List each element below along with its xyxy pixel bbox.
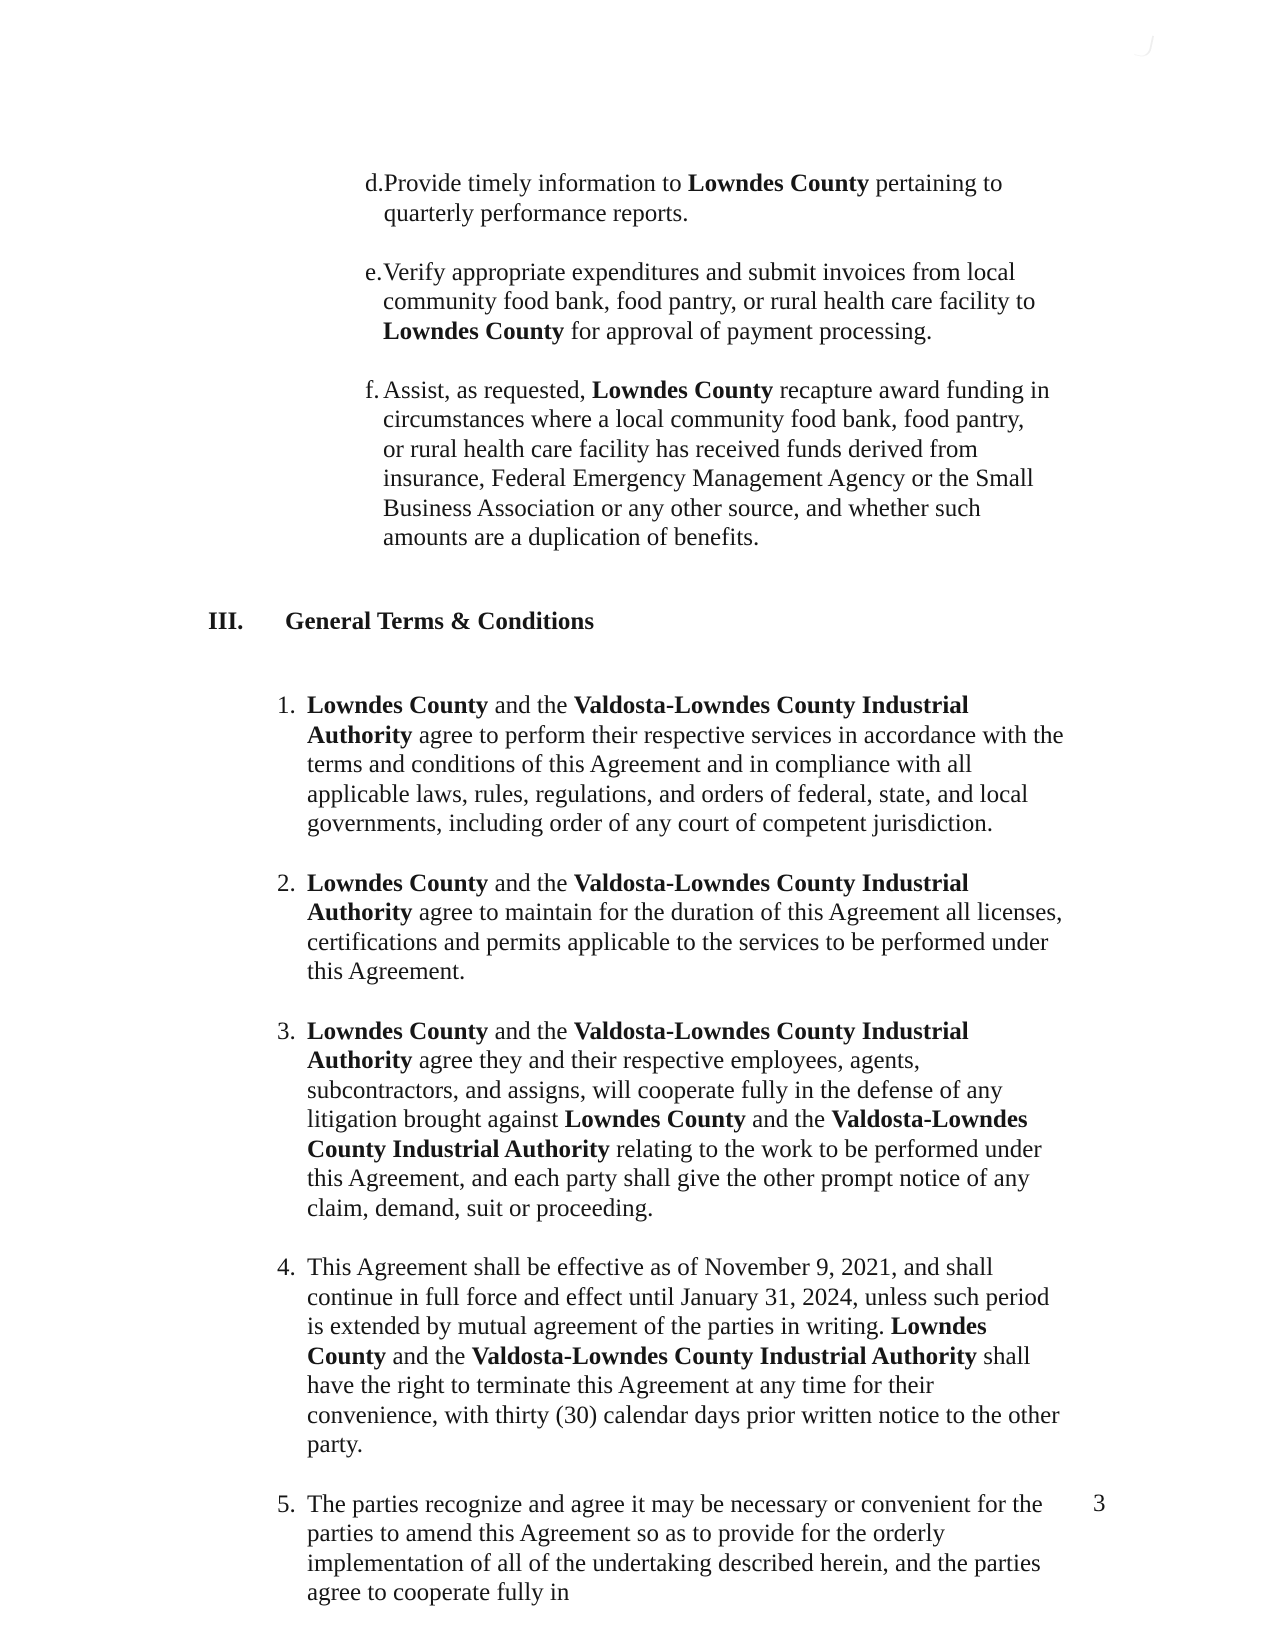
list-item-text: This Agreement shall be effective as of November 9, 2021, and shall continue in full force and effect until January 31, 2024, unless such period is extended by mutual agreement of the parties in writing. Lowndes County and the Valdosta-Lowndes County Industrial Authority shall have the right to terminate this Agreement at any time for their convenience, with thirty (30) calendar days prior written notice to the other party. (307, 1254, 1060, 1458)
list-item-label: f. (365, 376, 380, 404)
list-item (277, 869, 1275, 987)
list-item (277, 1017, 1275, 1224)
terms-list (0, 636, 1275, 1608)
page-number: 3 (1093, 1490, 1106, 1517)
list-item-label: 5. (277, 1490, 296, 1518)
list-item-text: Provide timely information to Lowndes County pertaining to quarterly performance reports. (383, 170, 1003, 227)
section-heading (208, 607, 1275, 637)
list-item-text: The parties recognize and agree it may be necessary or convenient for the parties to amend this Agreement so as to provide for the orderly implementation of all of the undertaking described herein, and the parties agree to cooperate fully in (307, 1490, 1043, 1606)
list-item-text: Lowndes County and the Valdosta-Lowndes County Industrial Authority agree to maintain for the duration of this Agreement all licenses, certifications and permits applicable to the services to be performed under this Agreement. (307, 869, 1063, 985)
list-item-label: 2. (277, 869, 296, 897)
list-item (277, 691, 1275, 839)
list-item (365, 376, 1275, 553)
list-item (277, 1253, 1275, 1460)
list-item (277, 1490, 1275, 1608)
list-item-label: e. (365, 258, 383, 286)
list-item-text: Lowndes County and the Valdosta-Lowndes County Industrial Authority agree they and their respective employees, agents, subcontractors, and assigns, will cooperate fully in the defense of any litigation brought against Lowndes County and the Valdosta-Lowndes County Industrial Authority relating to the work to be performed under this Agreement, and each party shall give the other prompt notice of any claim, demand, suit or proceeding. (307, 1017, 1042, 1222)
section-title: General Terms & Conditions (285, 607, 595, 635)
list-item-label: 4. (277, 1254, 296, 1281)
list-item-label: 3. (277, 1017, 296, 1045)
list-item-text: Lowndes County and the Valdosta-Lowndes County Industrial Authority agree to perform their respective services in accordance with the terms and conditions of this Agreement and in compliance with all applicable laws, rules, regulations, and orders of federal, state, and local governments, including order of any court of competent jurisdiction. (307, 692, 1064, 837)
section-numeral: III. (208, 607, 244, 635)
list-item-label: d. (365, 170, 384, 197)
list-item-label: 1. (277, 692, 296, 719)
list-item (365, 169, 1275, 228)
list-item-text: Verify appropriate expenditures and submit invoices from local community food bank, food pantry, or rural health care facility to Lowndes County for approval of payment processing. (383, 258, 1036, 345)
list-item (365, 258, 1275, 347)
list-item-text: Assist, as requested, Lowndes County recapture award funding in circumstances where a local community food bank, food pantry, or rural health care facility has received funds derived from insurance, Federal Emergency Management Agency or the Small Business Association or any other source, and whether such amounts are a duplication of benefits. (383, 376, 1050, 551)
sub-item-list (0, 0, 1275, 553)
